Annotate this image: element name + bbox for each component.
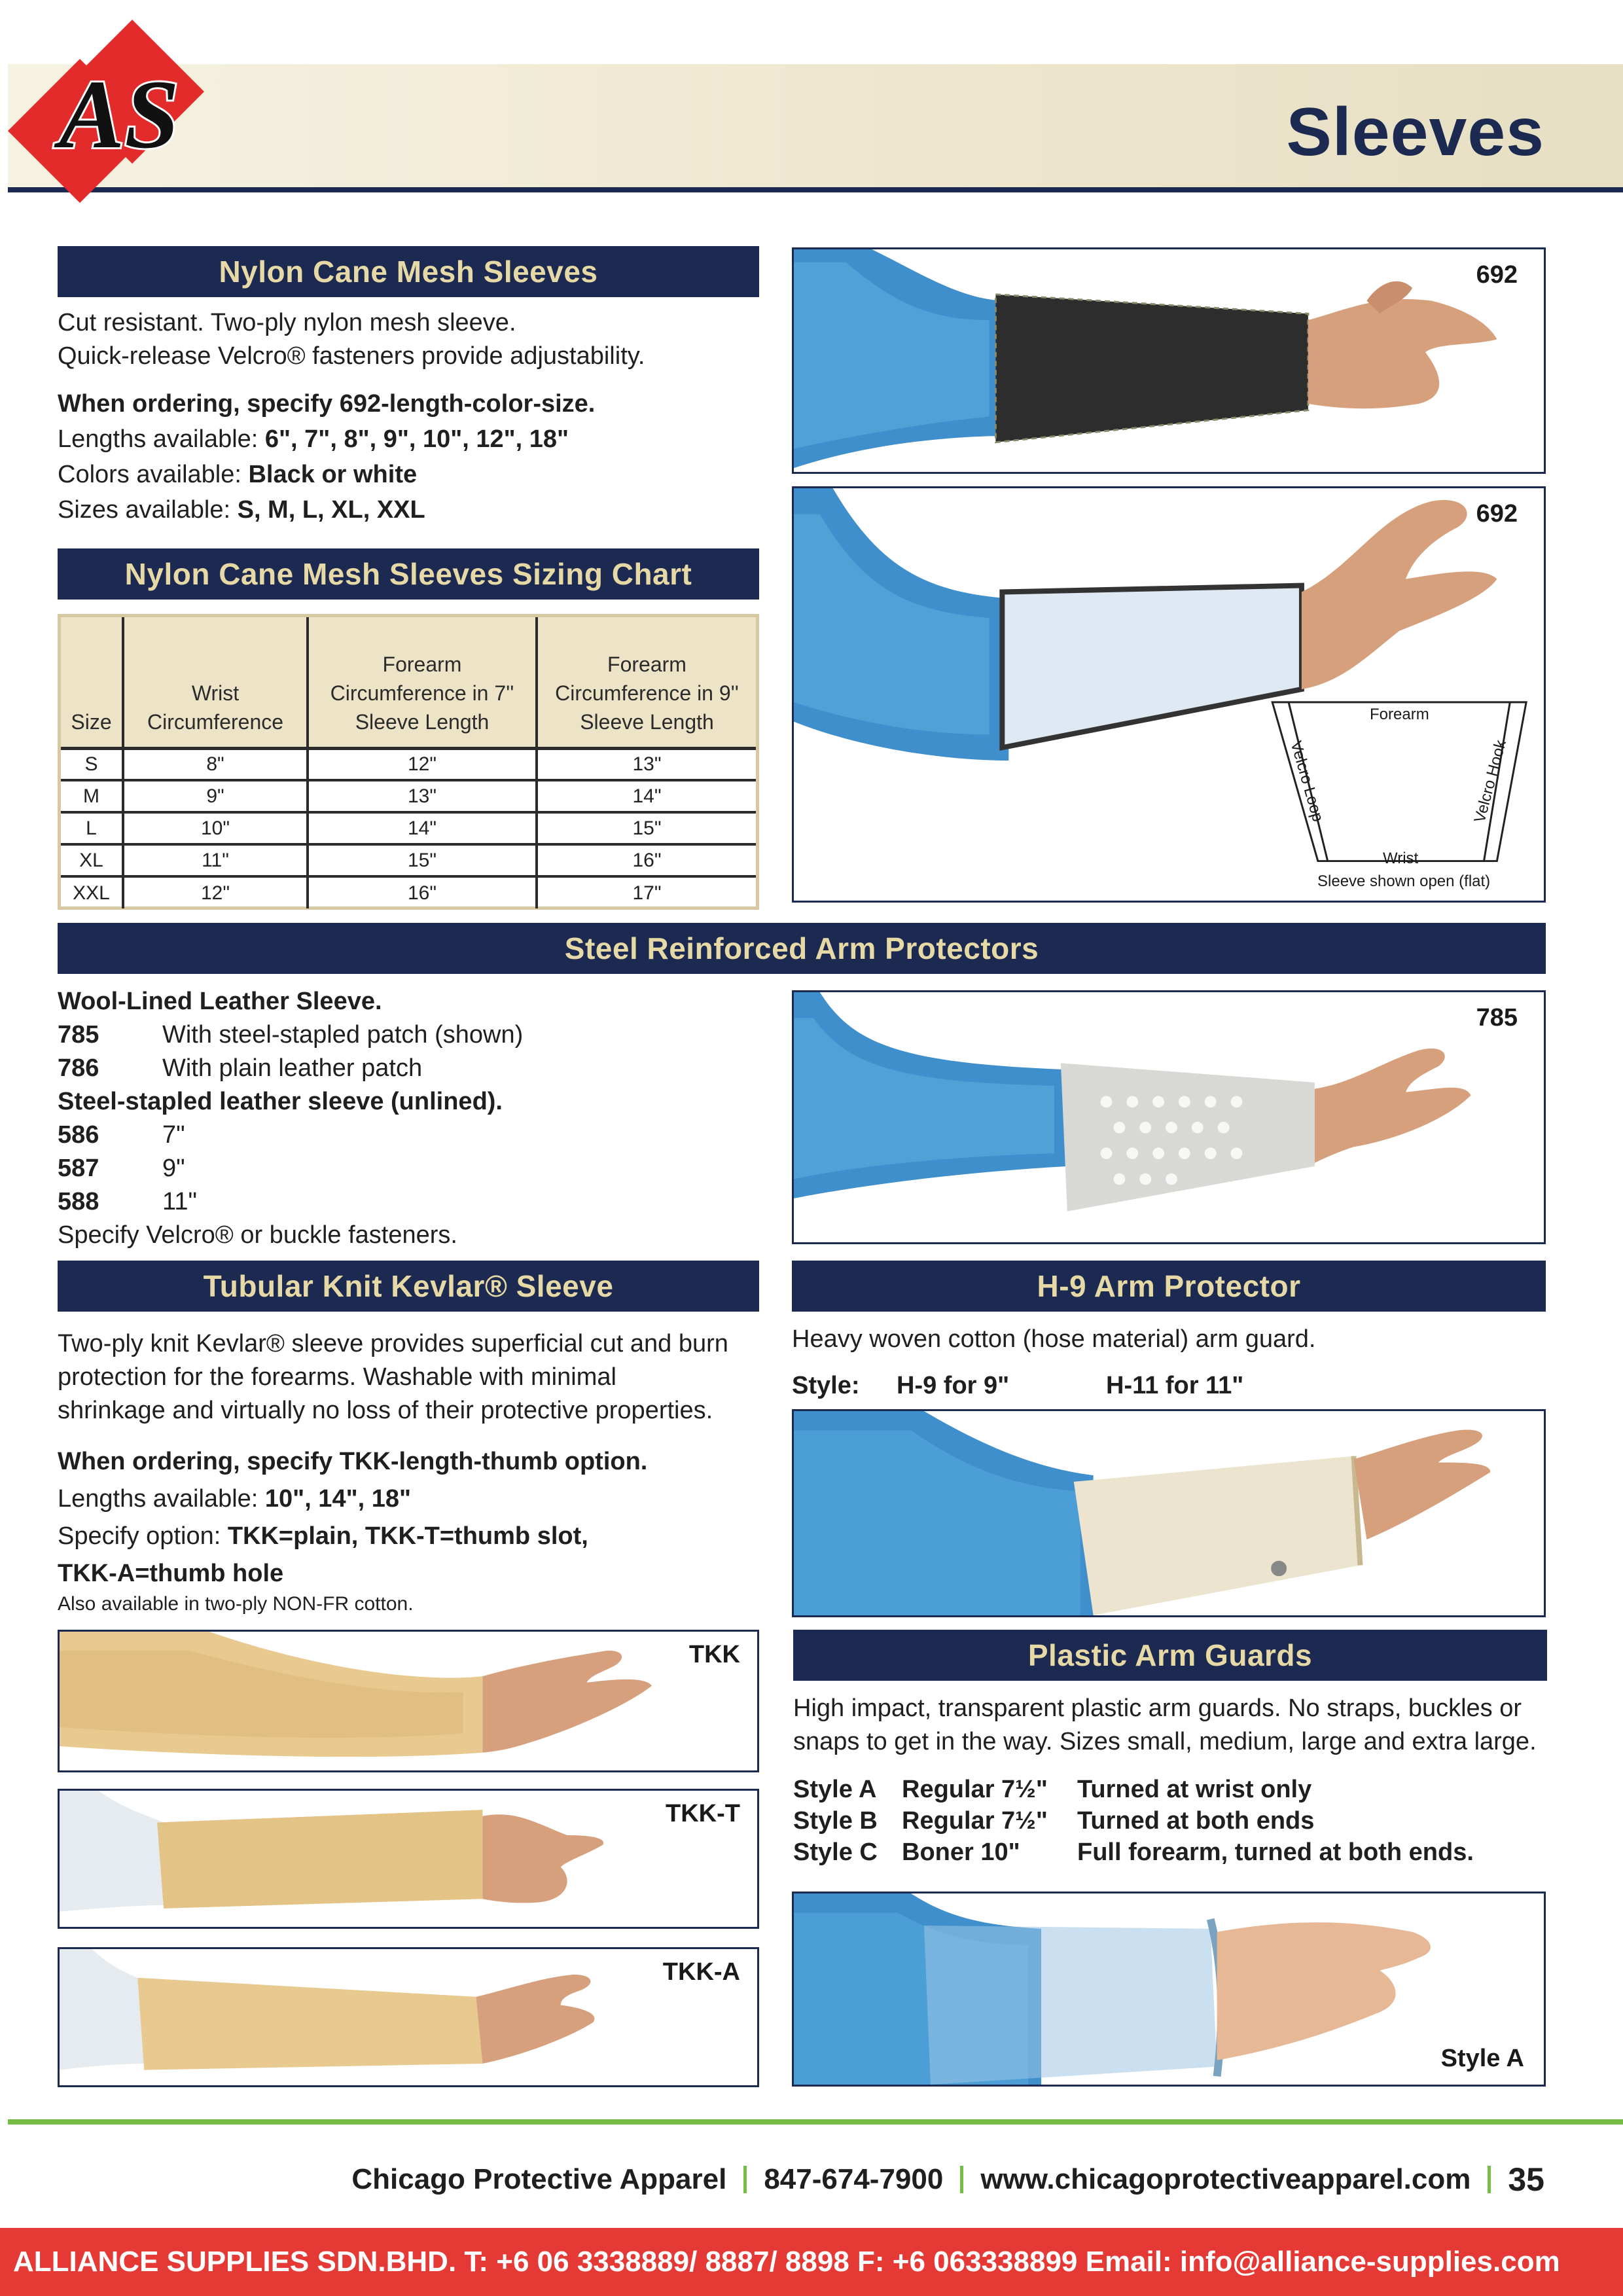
list-item bbox=[793, 1774, 1578, 1805]
table-cell: 9" bbox=[123, 780, 308, 812]
photo-tkk-a bbox=[58, 1947, 759, 2087]
kevlar-option-2: TKK-A=thumb hole bbox=[58, 1560, 284, 1587]
photo-label-tkk-a: TKK-A bbox=[662, 1958, 740, 1986]
photo-plastic-style-a bbox=[792, 1892, 1546, 2087]
plastic-desc-line1: High impact, transparent plastic arm guards. No straps, buckles or bbox=[793, 1695, 1522, 1722]
item-desc: 9" bbox=[162, 1155, 185, 1182]
arm-illustration bbox=[60, 1632, 757, 1770]
option-value: TKK=plain, TKK-T=thumb slot, bbox=[227, 1522, 588, 1550]
footer-info bbox=[351, 2160, 1544, 2199]
item-desc: 7" bbox=[162, 1121, 185, 1149]
table-cell: 13" bbox=[308, 780, 537, 812]
item-code: 785 bbox=[58, 1021, 99, 1049]
kevlar-heading: Tubular Knit Kevlar® Sleeve bbox=[58, 1261, 759, 1312]
h9-description: Heavy woven cotton (hose material) arm guard. bbox=[792, 1325, 1316, 1353]
table-cell: 10" bbox=[123, 812, 308, 844]
lengths-value: 10", 14", 18" bbox=[264, 1485, 411, 1513]
arm-illustration bbox=[794, 992, 1544, 1242]
style-name: Style B bbox=[793, 1807, 878, 1835]
table-cell: 15" bbox=[537, 812, 756, 844]
table-cell: 14" bbox=[537, 780, 756, 812]
list-item bbox=[793, 1805, 1578, 1837]
style-desc: Turned at wrist only bbox=[1077, 1776, 1312, 1803]
list-item bbox=[58, 1052, 777, 1085]
h9-style-label: Style: bbox=[792, 1372, 860, 1399]
option-label: Specify option: bbox=[58, 1522, 228, 1550]
diagram-label-wrist: Wrist bbox=[1383, 850, 1419, 867]
logo-text: AS bbox=[59, 60, 179, 169]
style-desc: Turned at both ends bbox=[1077, 1807, 1315, 1835]
table-cell: XXL bbox=[61, 876, 123, 908]
col-header-forearm-7: Forearm Circumference in 7'' Sleeve Length bbox=[308, 617, 537, 748]
footer-phone: 847-674-7900 bbox=[764, 2163, 944, 2195]
photo-label-692: 692 bbox=[1476, 500, 1518, 528]
table-cell: M bbox=[61, 780, 123, 812]
table-cell: 17" bbox=[632, 882, 662, 904]
sizes-value: S, M, L, XL, XXL bbox=[237, 496, 425, 524]
plastic-styles bbox=[793, 1774, 1578, 1868]
item-desc: 11" bbox=[162, 1188, 197, 1215]
style-desc: Full forearm, turned at both ends. bbox=[1077, 1839, 1474, 1866]
footer-separator bbox=[960, 2166, 963, 2193]
footer-separator bbox=[1488, 2166, 1491, 2193]
company-logo bbox=[8, 20, 230, 203]
arm-illustration bbox=[60, 1949, 757, 2085]
arm-illustration bbox=[794, 1411, 1544, 1615]
sizing-chart-heading: Nylon Cane Mesh Sleeves Sizing Chart bbox=[58, 548, 759, 600]
lengths-value: 6", 7", 8", 9", 10", 12", 18" bbox=[264, 425, 569, 453]
footer-website[interactable]: www.chicagoprotectiveapparel.com bbox=[980, 2163, 1471, 2195]
h9-styles bbox=[792, 1369, 1577, 1403]
diagram-label-forearm: Forearm bbox=[1370, 706, 1429, 723]
item-code: 588 bbox=[58, 1188, 99, 1215]
style-type: Boner 10" bbox=[902, 1839, 1020, 1866]
table-cell: 15" bbox=[308, 844, 537, 876]
footer-company: Chicago Protective Apparel bbox=[351, 2163, 727, 2195]
table-cell: L bbox=[61, 812, 123, 844]
list-item bbox=[58, 1185, 777, 1219]
steel-line1: Wool-Lined Leather Sleeve. bbox=[58, 988, 382, 1015]
steel-specify: Specify Velcro® or buckle fasteners. bbox=[58, 1221, 457, 1249]
photo-label-style-a: Style A bbox=[1440, 2045, 1524, 2072]
plastic-desc-line2: snaps to get in the way. Sizes small, medium, large and extra large. bbox=[793, 1728, 1537, 1755]
kevlar-desc-line2: protection for the forearms. Washable with minimal bbox=[58, 1363, 616, 1391]
photo-label-785: 785 bbox=[1476, 1004, 1518, 1031]
kevlar-ordering-info bbox=[58, 1443, 777, 1592]
diagram-label-velcro-loop: Velcro Loop bbox=[1287, 739, 1327, 824]
table-cell: 16" bbox=[537, 844, 756, 876]
diagram-caption: Sleeve shown open (flat) bbox=[1317, 872, 1491, 890]
nylon-ordering: When ordering, specify 692-length-color-size. bbox=[58, 390, 596, 418]
photo-tkk bbox=[58, 1630, 759, 1772]
sizes-label: Sizes available: bbox=[58, 496, 238, 524]
photo-785-leather-sleeve bbox=[792, 990, 1546, 1244]
item-code: 586 bbox=[58, 1121, 99, 1149]
nylon-sizes bbox=[58, 492, 764, 528]
table-cell: 12" bbox=[123, 876, 308, 908]
lengths-label: Lengths available: bbox=[58, 1485, 265, 1513]
arm-illustration bbox=[60, 1791, 757, 1927]
h9-style-2: H-11 for 11" bbox=[1106, 1372, 1244, 1399]
item-code: 786 bbox=[58, 1054, 99, 1082]
table-cell: S bbox=[61, 748, 123, 780]
distributor-banner: ALLIANCE SUPPLIES SDN.BHD. T: +6 06 3338889/ 8887/ 8898 F: +6 063338899 Email: info@alliance-supplies.com bbox=[0, 2228, 1623, 2296]
arm-illustration bbox=[794, 249, 1544, 472]
table-cell: 8" bbox=[123, 748, 308, 780]
h9-style-1: H-9 for 9" bbox=[897, 1372, 1010, 1399]
col-header-wrist: Wrist Circumference bbox=[123, 617, 308, 748]
photo-label-tkk: TKK bbox=[688, 1641, 740, 1668]
lengths-label: Lengths available: bbox=[58, 425, 265, 453]
footer-separator bbox=[743, 2166, 747, 2193]
colors-label: Colors available: bbox=[58, 461, 249, 488]
style-type: Regular 7½" bbox=[902, 1807, 1048, 1835]
kevlar-desc-line1: Two-ply knit Kevlar® sleeve provides superficial cut and burn bbox=[58, 1330, 728, 1357]
table-row bbox=[61, 780, 756, 812]
kevlar-note: Also available in two-ply NON-FR cotton. bbox=[58, 1593, 414, 1615]
col-header-size: Size bbox=[61, 617, 123, 748]
nylon-description bbox=[58, 306, 764, 373]
table-cell: 14" bbox=[308, 812, 537, 844]
steel-heading: Steel Reinforced Arm Protectors bbox=[58, 923, 1546, 974]
photo-label-692: 692 bbox=[1476, 261, 1518, 289]
photo-692-black-sleeve bbox=[792, 247, 1546, 474]
photo-label-tkk-t: TKK-T bbox=[666, 1800, 740, 1827]
colors-value: Black or white bbox=[248, 461, 418, 488]
sizing-chart bbox=[58, 614, 759, 910]
table-cell: 16" bbox=[308, 876, 537, 908]
list-item bbox=[793, 1837, 1578, 1868]
steel-line2: Steel-stapled leather sleeve (unlined). bbox=[58, 1088, 503, 1115]
footer-divider bbox=[8, 2119, 1623, 2125]
table-cell: 13" bbox=[537, 748, 756, 780]
plastic-description bbox=[793, 1692, 1578, 1759]
nylon-ordering-info bbox=[58, 386, 764, 528]
nylon-colors bbox=[58, 457, 764, 492]
page-title: Sleeves bbox=[1286, 94, 1544, 170]
kevlar-desc-line3: shrinkage and virtually no loss of their protective properties. bbox=[58, 1397, 713, 1424]
table-cell: 11" bbox=[123, 844, 308, 876]
item-code: 587 bbox=[58, 1155, 99, 1182]
table-row bbox=[61, 876, 756, 908]
table-cell: 12" bbox=[308, 748, 537, 780]
item-desc: With plain leather patch bbox=[162, 1054, 423, 1082]
style-name: Style C bbox=[793, 1839, 878, 1866]
nylon-desc-line1: Cut resistant. Two-ply nylon mesh sleeve. bbox=[58, 309, 516, 336]
kevlar-lengths bbox=[58, 1480, 777, 1518]
h9-heading: H-9 Arm Protector bbox=[792, 1261, 1546, 1312]
sizing-table bbox=[61, 617, 756, 908]
list-item bbox=[58, 1018, 777, 1052]
diagram-label-velcro-hook: Velcro Hook bbox=[1471, 738, 1510, 825]
kevlar-ordering: When ordering, specify TKK-length-thumb option. bbox=[58, 1448, 648, 1475]
photo-692-white-sleeve bbox=[792, 486, 1546, 903]
arm-illustration bbox=[794, 1893, 1544, 2085]
photo-h9-arm-protector bbox=[792, 1409, 1546, 1617]
steel-info bbox=[58, 985, 777, 1252]
page-number: 35 bbox=[1508, 2161, 1544, 2198]
col-header-forearm-9: Forearm Circumference in 9'' Sleeve Length bbox=[537, 617, 756, 748]
kevlar-description bbox=[58, 1327, 777, 1427]
style-type: Regular 7½" bbox=[902, 1776, 1048, 1803]
kevlar-option bbox=[58, 1518, 777, 1555]
table-cell: XL bbox=[61, 844, 123, 876]
table-row bbox=[61, 812, 756, 844]
nylon-heading: Nylon Cane Mesh Sleeves bbox=[58, 246, 759, 297]
list-item bbox=[58, 1119, 777, 1152]
table-row bbox=[61, 748, 756, 780]
nylon-desc-line2: Quick-release Velcro® fasteners provide adjustability. bbox=[58, 342, 645, 370]
list-item bbox=[58, 1152, 777, 1185]
item-desc: With steel-stapled patch (shown) bbox=[162, 1021, 524, 1049]
sleeve-flat-diagram bbox=[794, 488, 1544, 901]
plastic-heading: Plastic Arm Guards bbox=[793, 1630, 1547, 1681]
style-name: Style A bbox=[793, 1776, 877, 1803]
nylon-lengths bbox=[58, 422, 764, 457]
photo-tkk-t bbox=[58, 1789, 759, 1929]
table-row bbox=[61, 844, 756, 876]
